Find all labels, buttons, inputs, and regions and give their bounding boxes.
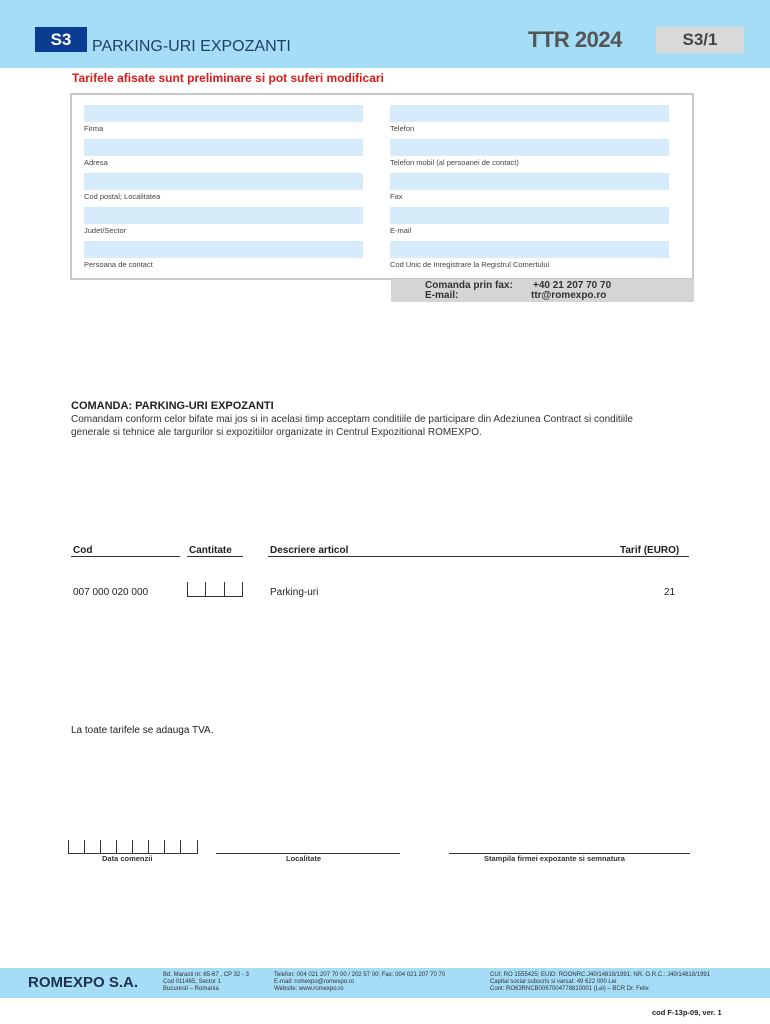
contact-line: Telefon: 004 021 207 70 00 / 202 57 00; Fax: 004 021 207 70 70 — [274, 972, 446, 978]
divider — [187, 556, 243, 557]
contact-line: E-mail: romexpo@romexpo.ro — [274, 979, 355, 986]
persoana-contact-label: Persoana de contact — [84, 260, 153, 269]
cui-field[interactable] — [390, 241, 669, 258]
address-line: Bd. Marasti nr. 65-67 , CP 32 - 3 — [163, 972, 249, 978]
email-order-value: ttr@romexpo.ro — [531, 290, 607, 301]
fax-field[interactable] — [390, 173, 669, 190]
page-title: PARKING-URI EXPOZANTI — [92, 38, 291, 55]
fax-order-value: +40 21 207 70 70 — [533, 280, 612, 291]
vat-note: La toate tarifele se adauga TVA. — [71, 725, 214, 736]
footer-contact — [274, 972, 445, 994]
email-order-label: E-mail: — [425, 290, 459, 301]
quantity-input[interactable] — [187, 582, 243, 597]
email-field[interactable] — [390, 207, 669, 224]
legal-line: Cont: RO63RNCB0067004778810001 (Lei) – BCR Dr. Felix — [490, 986, 649, 993]
row-tarif: 21 — [664, 587, 676, 598]
brand-name: ROMEXPO S.A. — [28, 974, 139, 991]
date-input[interactable] — [68, 840, 198, 854]
legal-line: Capital social subscris si varsat: 49 622 000 Lei — [490, 979, 617, 986]
contact-box — [391, 279, 694, 302]
contact-line: Website: www.romexpo.ro — [274, 986, 344, 993]
firma-label: Firma — [84, 124, 104, 133]
judet-field[interactable] — [84, 207, 363, 224]
firma-field[interactable] — [84, 105, 363, 122]
divider — [268, 556, 689, 557]
fax-order-label: Comanda prin fax: — [425, 280, 513, 291]
footer-band — [0, 968, 770, 998]
page-code-badge: S3/1 — [656, 27, 744, 53]
company-form — [70, 93, 694, 280]
cod-postal-label: Cod postal; Localitatea — [84, 192, 161, 201]
telefon-mobil-label: Telefon mobil (al persoanei de contact) — [390, 158, 519, 167]
judet-label: Judet/Sector — [84, 226, 127, 235]
footer-address — [163, 972, 249, 994]
section-badge: S3 — [35, 27, 87, 52]
divider — [71, 556, 180, 557]
stamp-label: Stampila firmei expozante si semnatura — [484, 854, 625, 863]
persoana-contact-field[interactable] — [84, 241, 363, 258]
adresa-field[interactable] — [84, 139, 363, 156]
cod-postal-field[interactable] — [84, 173, 363, 190]
row-descriere: Parking-uri — [270, 587, 319, 598]
col-header-cod: Cod — [73, 545, 93, 556]
telefon-field[interactable] — [390, 105, 669, 122]
col-header-descriere: Descriere articol — [270, 545, 349, 556]
place-label: Localitate — [286, 854, 322, 863]
col-header-cantitate: Cantitate — [189, 545, 232, 556]
telefon-label: Telefon — [390, 124, 415, 133]
order-title: COMANDA: PARKING-URI EXPOZANTI — [71, 400, 274, 412]
address-line: Cod 011465, Sector 1 — [163, 979, 221, 986]
email-label: E-mail — [390, 226, 412, 235]
col-header-tarif: Tarif (EURO) — [620, 545, 680, 556]
date-label: Data comenzii — [102, 854, 153, 863]
fax-label: Fax — [390, 192, 403, 201]
order-terms: Comandam conform celor bifate mai jos si in acelasi timp acceptam conditiile de participare din Adeziunea Contract si conditiile generale si tehnice ale targurilor si expozitiilor organizate in Centrul Expozitional ROMEXPO. — [71, 414, 633, 438]
legal-line: CUI: RO 1555425; EUID: ROONRC.J40/14818/1991; NR. O.R.C.: J40/14818/1991 — [490, 972, 711, 978]
event-title: TTR 2024 — [528, 27, 622, 52]
header-band — [0, 0, 770, 68]
footer-legal — [490, 972, 710, 994]
row-cod: 007 000 020 000 — [73, 587, 149, 598]
telefon-mobil-field[interactable] — [390, 139, 669, 156]
cui-label: Cod Unic de Inregistrare la Registrul Comertului — [390, 260, 550, 269]
adresa-label: Adresa — [84, 158, 108, 167]
price-notice: Tarifele afisate sunt preliminare si pot suferi modificari — [72, 71, 384, 85]
document-code: cod F-13p-09, ver. 1 — [652, 1008, 722, 1017]
address-line: Bucuresti – Romania — [163, 986, 219, 993]
